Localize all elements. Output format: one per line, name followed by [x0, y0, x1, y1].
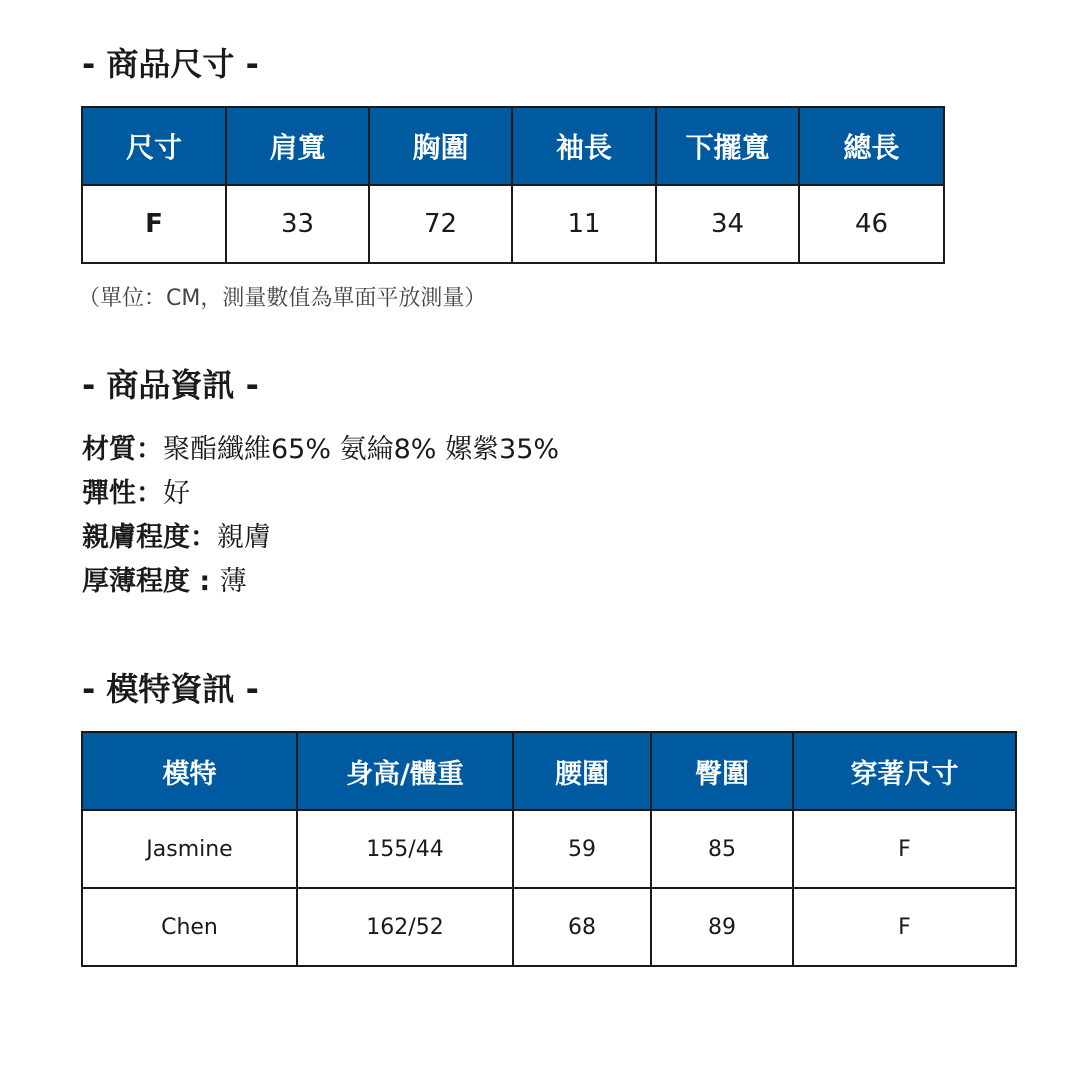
model-cell-hip: 85: [651, 810, 793, 888]
model-header-wear-size: 穿著尺寸: [793, 732, 1016, 810]
model-cell-name: Jasmine: [82, 810, 297, 888]
model-header-hip: 臀圍: [651, 732, 793, 810]
info-row-skin-friendly: [82, 516, 559, 560]
info-row-thickness: [82, 560, 559, 604]
model-cell-waist: 59: [513, 810, 651, 888]
size-cell-size: F: [82, 185, 226, 263]
info-label: 厚薄程度 :: [82, 566, 220, 597]
size-header-chest: 胸圍: [369, 107, 512, 185]
size-header-shoulder: 肩寬: [226, 107, 369, 185]
model-header-height-weight: 身高/體重: [297, 732, 513, 810]
size-cell-chest: 72: [369, 185, 512, 263]
size-cell-length: 46: [799, 185, 944, 263]
info-row-elasticity: [82, 472, 559, 516]
info-label: 材質：: [82, 434, 163, 465]
size-table: [81, 106, 945, 264]
model-cell-wear-size: F: [793, 810, 1016, 888]
model-cell-waist: 68: [513, 888, 651, 966]
model-section-title: - 模特資訊 -: [82, 670, 259, 708]
model-cell-height-weight: 162/52: [297, 888, 513, 966]
size-header-size: 尺寸: [82, 107, 226, 185]
size-cell-sleeve: 11: [512, 185, 656, 263]
size-section-title: - 商品尺寸 -: [82, 45, 259, 83]
size-header-length: 總長: [799, 107, 944, 185]
info-value: 聚酯纖維65% 氨綸8% 嫘縈35%: [163, 434, 560, 465]
info-value: 好: [163, 478, 190, 509]
table-row: [82, 810, 1016, 888]
size-cell-shoulder: 33: [226, 185, 369, 263]
info-value: 親膚: [217, 522, 271, 553]
info-section-title: - 商品資訊 -: [82, 366, 259, 404]
product-info-list: [82, 428, 559, 604]
table-row: [82, 888, 1016, 966]
info-row-material: [82, 428, 559, 472]
table-row: [82, 185, 944, 263]
model-table: [81, 731, 1017, 967]
size-table-header-row: [82, 107, 944, 185]
model-header-waist: 腰圍: [513, 732, 651, 810]
size-header-sleeve: 袖長: [512, 107, 656, 185]
info-value: 薄: [219, 566, 247, 597]
model-cell-wear-size: F: [793, 888, 1016, 966]
size-cell-hem: 34: [656, 185, 799, 263]
model-header-model: 模特: [82, 732, 297, 810]
model-cell-name: Chen: [82, 888, 297, 966]
info-label: 彈性：: [82, 478, 163, 509]
model-cell-hip: 89: [651, 888, 793, 966]
size-header-hem: 下擺寬: [656, 107, 799, 185]
model-table-header-row: [82, 732, 1016, 810]
model-cell-height-weight: 155/44: [297, 810, 513, 888]
measurement-note: （單位：CM，測量數值為單面平放測量）: [78, 286, 487, 311]
info-label: 親膚程度：: [82, 522, 217, 553]
